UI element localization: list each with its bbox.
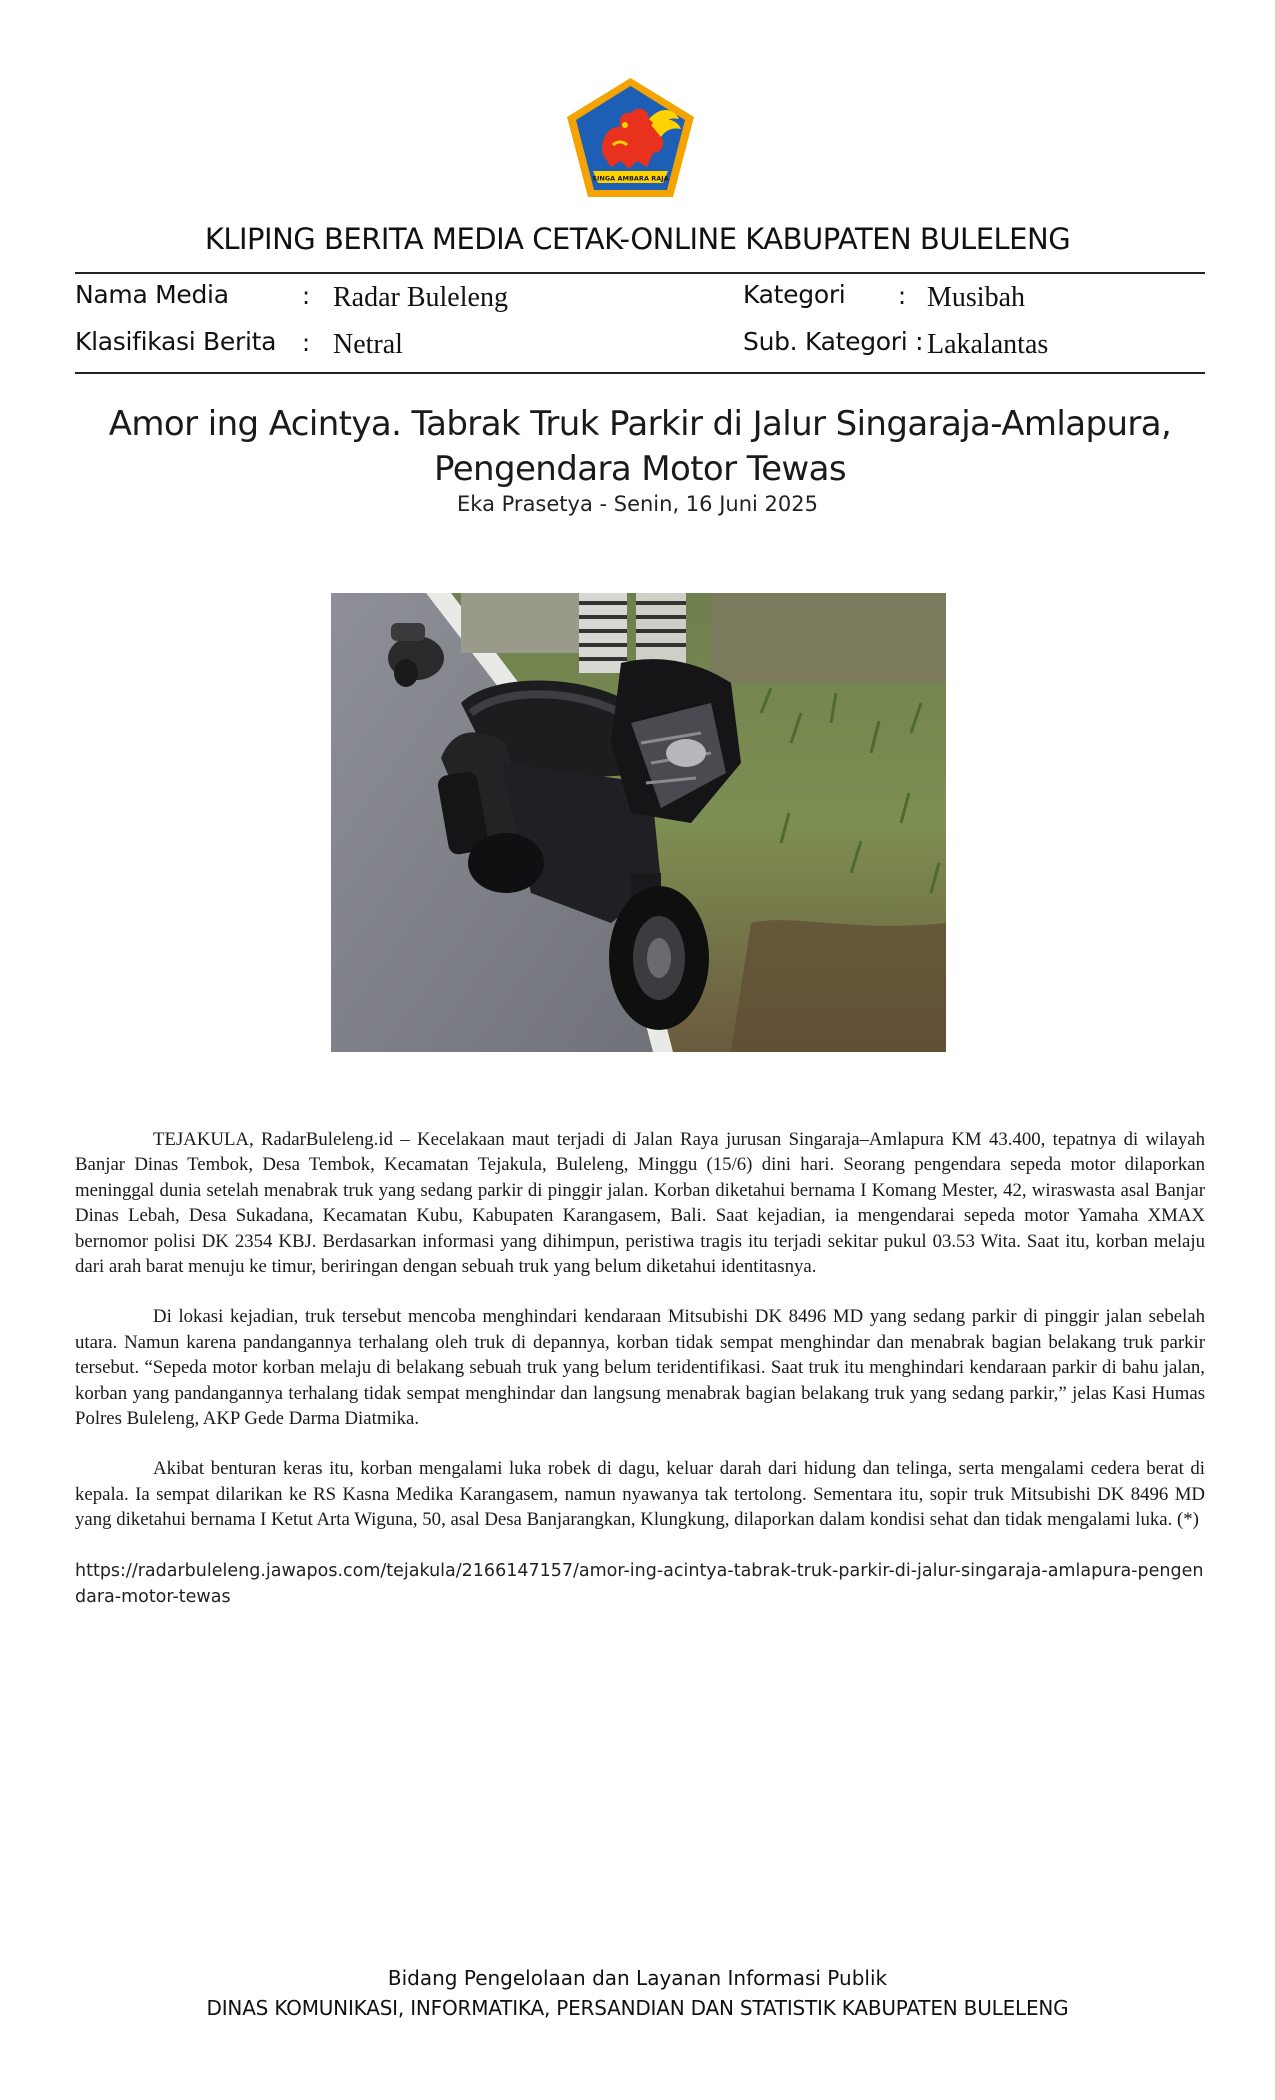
document-title: KLIPING BERITA MEDIA CETAK-ONLINE KABUPATEN BULELENG: [204, 222, 1071, 256]
category-label: Kategori: [743, 280, 846, 309]
article-headline: [75, 402, 1205, 492]
classification-value: Netral: [333, 329, 403, 360]
category-value: Musibah: [927, 282, 1025, 313]
source-url: https://radarbuleleng.jawapos.com/tejakula/2166147157/amor-ing-acintya-tabrak-truk-parkir-di-jalur-singaraja-amlapura-pengendara-motor-tewas: [75, 1560, 1204, 1607]
emblem-motto: SINGA AMBARA RAJA: [592, 174, 669, 183]
footer-agency: DINAS KOMUNIKASI, INFORMATIKA, PERSANDIAN DAN STATISTIK KABUPATEN BULELENG: [206, 1996, 1069, 2020]
header-top-rule: [75, 272, 1205, 274]
subcategory-value: Lakalantas: [927, 329, 1049, 360]
article-paragraph: Di lokasi kejadian, truk tersebut mencoba menghindari kendaraan Mitsubishi DK 8496 MD yang sedang parkir di pinggir jalan sebelah utara. Namun karena pandangannya terhalang oleh truk di depannya, korban tidak sempat menghindar dan menabrak bagian belakang truk parkir tersebut. “Sepeda motor korban melaju di belakang sebuah truk yang belum teridentifikasi. Saat truk itu menghindari kendaraan parkir di bahu jalan, korban yang pandangannya terhalang tidak sempat menghindar dan langsung menabrak bagian belakang truk yang sedang parkir,” jelas Kasi Humas Polres Buleleng, AKP Gede Darma Diatmika.: [75, 1306, 1205, 1430]
article-byline: Eka Prasetya - Senin, 16 Juni 2025: [457, 492, 818, 516]
article-paragraph: TEJAKULA, RadarBuleleng.id – Kecelakaan maut terjadi di Jalan Raya jurusan Singaraja–Amlapura KM 43.400, tepatnya di wilayah Banjar Dinas Tembok, Desa Tembok, Kecamatan Tejakula, Buleleng, Minggu (15/6) dini hari. Seorang pengendara sepeda motor dilaporkan meninggal dunia setelah menabrak truk yang sedang parkir di pinggir jalan. Korban diketahui bernama I Komang Mester, 42, wiraswasta asal Banjar Dinas Lebah, Desa Sukadana, Kecamatan Kubu, Kabupaten Karangasem, Bali. Saat kejadian, ia mengendarai sepeda motor Yamaha XMAX bernomor polisi DK 2354 KBJ. Berdasarkan informasi yang dihimpun, peristiwa tragis itu terjadi sekitar pukul 03.53 Wita. Saat itu, korban melaju dari arah barat menuju ke timur, beriringan dengan sebuah truk yang belum diketahui identitasnya.: [75, 1129, 1205, 1278]
classification-label: Klasifikasi Berita: [75, 327, 277, 356]
footer-department: Bidang Pengelolaan dan Layanan Informasi Publik: [387, 1966, 888, 1990]
buleleng-regency-emblem-icon: [563, 75, 698, 201]
article-paragraph: Akibat benturan keras itu, korban mengalami luka robek di dagu, keluar darah dari hidung dan telinga, serta mengalami cedera berat di kepala. Ia sempat dilarikan ke RS Kasna Medika Karangasem, namun nyawanya tak tertolong. Sementara itu, sopir truk Mitsubishi DK 8496 MD yang diketahui bernama I Ketut Arta Wiguna, 50, asal Desa Banjarangkan, Klungkung, dilaporkan dalam kondisi sehat dan tidak mengalami luka. (*): [75, 1458, 1205, 1531]
page-footer: [0, 1963, 1275, 2023]
crashed-motorcycle-photo: [331, 593, 946, 1052]
category-colon: :: [898, 282, 907, 310]
headline-line-2: Pengendara Motor Tewas: [434, 449, 846, 489]
header-bottom-rule: [75, 372, 1205, 374]
classification-colon: :: [302, 329, 311, 357]
headline-line-1: Amor ing Acintya. Tabrak Truk Parkir di Jalur Singaraja-Amlapura,: [108, 404, 1172, 444]
subcategory-label: Sub. Kategori :: [743, 327, 924, 356]
media-name-label: Nama Media: [75, 280, 229, 309]
media-name-value: Radar Buleleng: [333, 282, 508, 313]
article-body: [75, 1127, 1205, 1635]
media-name-colon: :: [302, 282, 311, 310]
